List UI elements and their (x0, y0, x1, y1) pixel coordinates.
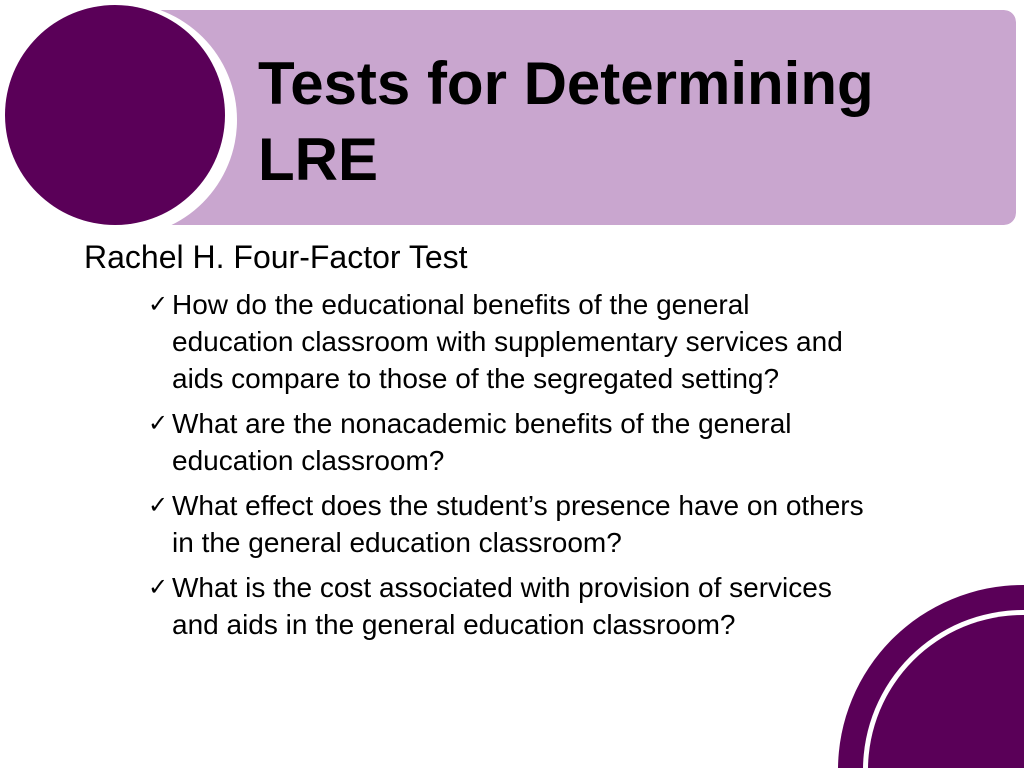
bullet-item-2 (148, 405, 888, 479)
bullet-item-4 (148, 569, 888, 643)
bullet-text-2: What are the nonacademic benefits of the general education classroom? (172, 408, 792, 476)
check-icon: ✓ (148, 491, 169, 519)
bullet-text-3: What effect does the student’s presence have on others in the general education classroom? (172, 490, 864, 558)
bullet-list (148, 286, 888, 651)
title-circle-fill (5, 5, 225, 225)
title-circle-shape (0, 0, 240, 240)
bullet-item-3 (148, 487, 888, 561)
corner-circle-shape (838, 585, 1024, 768)
bullet-text-4: What is the cost associated with provision of services and aids in the general education classroom? (172, 572, 832, 640)
slide-subtitle: Rachel H. Four-Factor Test (84, 239, 468, 275)
title-circle (0, 0, 240, 240)
bullet-text-1: How do the educational benefits of the general education classroom with supplementary services and aids compare to those of the segregated setting? (172, 289, 843, 394)
bullet-item-1 (148, 286, 888, 397)
check-icon: ✓ (148, 573, 169, 601)
check-icon: ✓ (148, 409, 169, 437)
corner-circle-inner (868, 615, 1024, 768)
check-icon: ✓ (148, 290, 169, 318)
corner-circle (838, 585, 1024, 768)
slide-title: Tests for Determining LRE (258, 50, 874, 193)
